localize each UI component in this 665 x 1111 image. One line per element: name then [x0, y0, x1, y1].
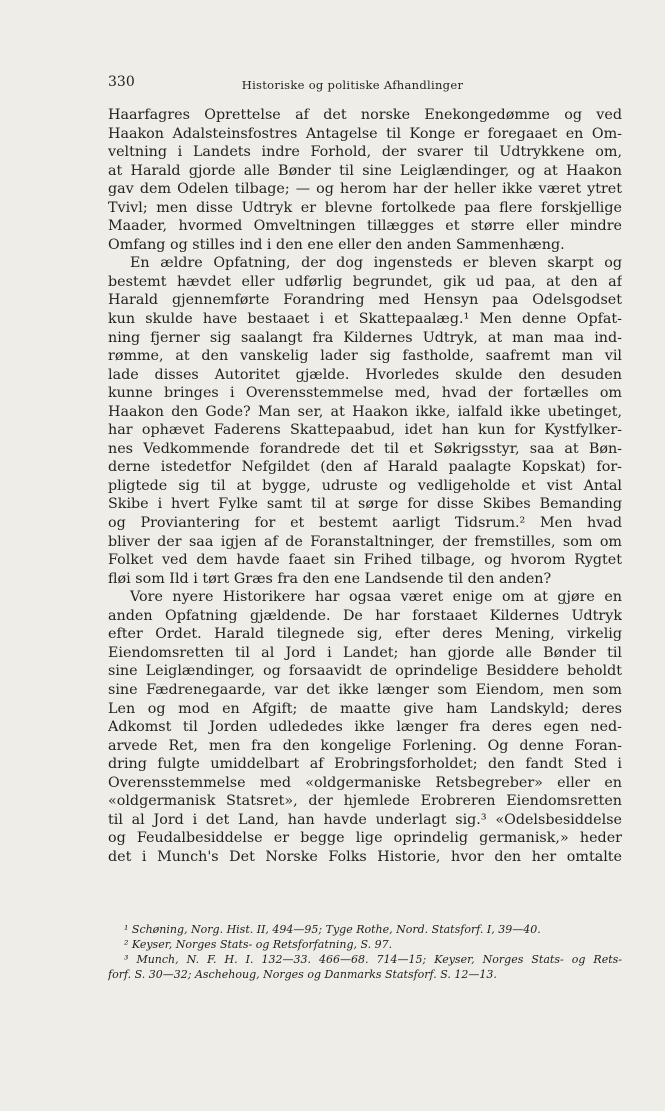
- text-line: Vore nyere Historikere har ogsaa været enige om at gjøre en: [130, 589, 622, 606]
- text-line: har ophævet Faderens Skattepaabud, idet han kun for Kystfylker-: [108, 422, 622, 439]
- text-line: sine Leiglændinger, og forsaavidt de oprindelige Besiddere beholdt: [108, 663, 622, 680]
- text-line: Tvivl; men disse Udtryk er blevne fortolkede paa flere forskjellige: [108, 199, 622, 216]
- text-line: det i Munch's Det Norske Folks Historie, hvor den her omtalte: [108, 848, 622, 865]
- text-line: En ældre Opfatning, der dog ingensteds er bleven skarpt og: [130, 255, 622, 272]
- footnotes: [108, 922, 622, 982]
- text-line: Adkomst til Jorden udlededes ikke længer fra deres egen ned-: [108, 719, 622, 736]
- text-line: kunne bringes i Overensstemmelse med, hvad der fortælles om: [108, 385, 622, 402]
- body-text: [108, 106, 622, 866]
- text-line: veltning i Landets indre Forhold, der svarer til Udtrykkene om,: [108, 144, 622, 161]
- footnote-line: ¹ Schøning, Norg. Hist. II, 494—95; Tyge Rothe, Nord. Statsforf. I, 39—40.: [124, 923, 541, 936]
- text-line: gav dem Odelen tilbage; — og herom har der heller ikke været ytret: [108, 181, 622, 198]
- text-line: sine Fædrenegaarde, var det ikke længer som Eiendom, men som: [108, 681, 622, 698]
- text-line: Eiendomsretten til al Jord i Landet; han gjorde alle Bønder til: [108, 644, 622, 661]
- text-line: Overensstemmelse med «oldgermaniske Retsbegreber» eller en: [108, 774, 622, 791]
- footnote-line: ³ Munch, N. F. H. I. 132—33. 466—68. 714—15; Keyser, Norges Stats- og Rets-: [124, 953, 622, 966]
- text-line: Haakon den Gode? Man ser, at Haakon ikke, ialfald ikke ubetinget,: [108, 403, 622, 420]
- text-line: Folket ved dem havde faaet sin Frihed tilbage, og hvorom Rygtet: [108, 552, 622, 569]
- text-line: og Proviantering for et bestemt aarligt Tidsrum.² Men hvad: [108, 515, 622, 532]
- footnote-line: forf. S. 30—32; Aschehoug, Norges og Danmarks Statsforf. S. 12—13.: [108, 968, 497, 981]
- text-line: rømme, at den vanskelig lader sig fastholde, saafremt man vil: [108, 348, 622, 365]
- text-line: Len og mod en Afgift; de maatte give ham Landskyld; deres: [108, 700, 622, 717]
- text-line: Maader, hvormed Omveltningen tillægges et større eller mindre: [108, 218, 622, 235]
- text-line: Omfang og stilles ind i den ene eller den anden Sammenhæng.: [108, 236, 565, 253]
- text-line: og Feudalbesiddelse er begge lige oprindelig germanisk,» heder: [108, 830, 622, 847]
- text-line: kun skulde have bestaaet i et Skattepaalæg.¹ Men denne Opfat-: [108, 311, 622, 328]
- text-line: at Harald gjorde alle Bønder til sine Leiglændinger, og at Haakon: [108, 162, 622, 179]
- text-line: til al Jord i det Land, han havde underlagt sig.³ «Odelsbesiddelse: [108, 811, 622, 828]
- page-number: 330: [108, 74, 135, 90]
- running-header: Historiske og politiske Afhandlinger: [241, 78, 464, 92]
- text-line: efter Ordet. Harald tilegnede sig, efter deres Mening, virkelig: [108, 626, 622, 643]
- text-line: anden Opfatning gjældende. De har forstaaet Kildernes Udtryk: [108, 607, 622, 624]
- text-line: bestemt hævdet eller udførlig begrundet, gik ud paa, at den af: [108, 273, 622, 290]
- text-line: Haarfagres Oprettelse af det norske Enekongedømme og ved: [108, 107, 622, 123]
- text-line: dring fulgte umiddelbart af Erobringsforholdet; den fandt Sted i: [108, 756, 622, 773]
- footnote-line: ² Keyser, Norges Stats- og Retsforfatning, S. 97.: [124, 938, 393, 951]
- text-line: lade disses Autoritet gjælde. Hvorledes skulde den desuden: [108, 366, 622, 383]
- text-line: Haakon Adalsteinsfostres Antagelse til Konge er foregaaet en Om-: [108, 125, 622, 142]
- text-line: nes Vedkommende forandrede det til et Søkrigsstyr, saa at Bøn-: [108, 440, 622, 457]
- text-line: Skibe i hvert Fylke samt til at sørge for disse Skibes Bemanding: [108, 496, 622, 513]
- text-line: ning fjerner sig saalangt fra Kildernes Udtryk, at man maa ind-: [108, 329, 622, 346]
- text-line: pligtede sig til at bygge, udruste og vedligeholde et vist Antal: [108, 477, 622, 494]
- text-line: fløi som Ild i tørt Græs fra den ene Landsende til den anden?: [108, 570, 552, 587]
- text-line: derne istedetfor Nefgildet (den af Harald paalagte Kopskat) for-: [108, 459, 622, 476]
- text-line: «oldgermanisk Statsret», der hjemlede Erobreren Eiendomsretten: [108, 793, 622, 810]
- text-line: Harald gjennemførte Forandring med Hensyn paa Odelsgodset: [108, 292, 622, 309]
- text-line: arvede Ret, men fra den kongelige Forlening. Og denne Foran-: [108, 737, 622, 754]
- text-line: bliver der saa igjen af de Foranstaltninger, der fremstilles, som om: [108, 533, 622, 550]
